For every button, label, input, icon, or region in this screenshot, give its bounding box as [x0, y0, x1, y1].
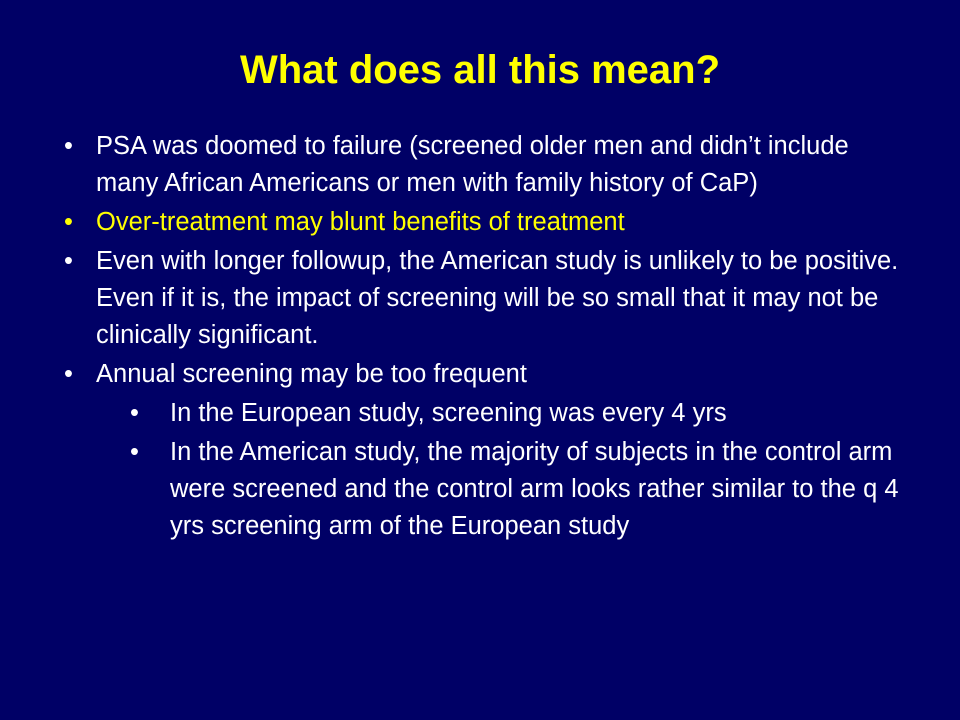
- bullet-dot-icon: •: [64, 247, 73, 275]
- bullet-dot-icon: •: [64, 360, 73, 388]
- sub-bullet-item: [62, 434, 912, 545]
- bullet-dot-icon: •: [64, 208, 73, 236]
- bullet-text: PSA was doomed to failure (screened older men and didn’t include many African Americans or men with family history of CaP): [96, 132, 849, 197]
- sub-bullet-list: [62, 395, 912, 545]
- sub-bullet-group: [62, 395, 912, 545]
- bullet-list: [62, 128, 912, 547]
- bullet-text: Over-treatment may blunt benefits of treatment: [96, 208, 625, 236]
- bullet-dot-icon: •: [130, 438, 139, 466]
- sub-bullet-item: [62, 395, 912, 432]
- bullet-text: Even with longer followup, the American study is unlikely to be positive. Even if it is, the impact of screening will be so small that it may not be clinically significant.: [96, 247, 899, 349]
- bullet-dot-icon: •: [130, 399, 139, 427]
- bullet-item: [62, 128, 912, 202]
- bullet-text: Annual screening may be too frequent: [96, 360, 527, 388]
- bullet-item: [62, 356, 912, 393]
- bullet-item-highlighted: [62, 204, 912, 241]
- bullet-dot-icon: •: [64, 132, 73, 160]
- slide-title: What does all this mean?: [239, 48, 721, 92]
- sub-bullet-text: In the American study, the majority of subjects in the control arm were screened and the control arm looks rather similar to the q 4 yrs screening arm of the European study: [170, 438, 899, 540]
- sub-bullet-text: In the European study, screening was every 4 yrs: [170, 399, 727, 427]
- bullet-item: [62, 243, 912, 354]
